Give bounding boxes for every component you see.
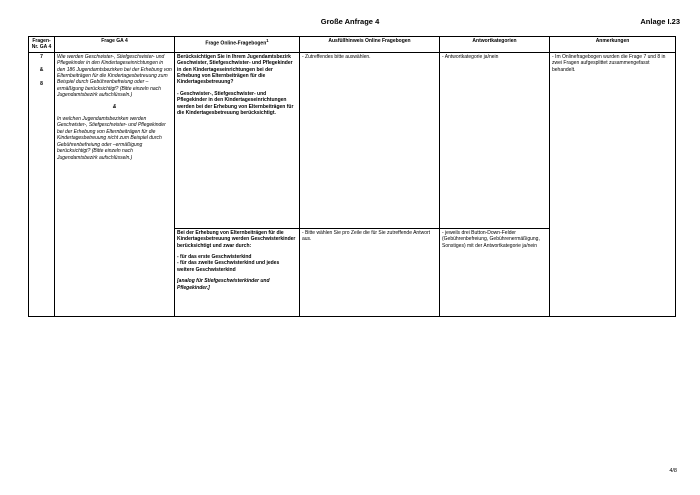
online-question-1: Berücksichtigen Sie in Ihrem Jugendamtsbezirk Geschwister, Stiefgeschwister- und Pflegekinder in den Kindertageseinrichtungen bei der Erhebung von Elternbeiträgen für die Kindertagesbetreuung?	[177, 53, 293, 86]
online-question-1-option: - Geschwister-, Stiefgeschwister- und Pflegekinder in den Kindertageseinrichtungen werden bei der Erhebung von Elternbeiträgen für die Kindertagesbetreuung berücksichtigt.	[177, 90, 294, 117]
question-number-8: 8	[40, 80, 43, 87]
fill-hint-1: - Zutreffendes bitte auswählen.	[300, 53, 439, 229]
page-number: 4/8	[669, 468, 677, 474]
header-online-question	[175, 37, 300, 53]
fill-hint-cell	[300, 52, 440, 316]
header-answer-categories: Antwortkategorien	[440, 37, 550, 53]
online-question-cell	[175, 52, 300, 316]
table-row	[29, 52, 676, 316]
ga4-question-separator: &	[112, 103, 117, 110]
table-header-row	[29, 37, 676, 53]
online-question-2-further-sibling: - für das zweite Geschwisterkind und jedes weitere Geschwisterkind	[177, 260, 280, 273]
question-number-7: 7	[40, 53, 43, 60]
header-question-ga4: Frage GA 4	[55, 37, 175, 53]
online-question-2-first-sibling: - für das erste Geschwisterkind	[177, 254, 252, 261]
header-remarks: Anmerkungen	[550, 37, 676, 53]
appendix-label: Anlage I.23	[640, 17, 680, 26]
ga4-question-7: Wie werden Geschwister-, Stiefgeschwister- und Pflegekinder in den Kindertageseinrichtungen in den 186 Jugendamtsbezirken bei der Erhebung von Elternbeiträgen für die Kindertagesbetreuung zum Beispiel durch Gebührenbefreiung oder –ermäßigung berücksichtigt? (Bitte einzeln nach Jugendamtsbezirk aufschlüsseln.)	[57, 53, 172, 99]
question-table	[28, 36, 676, 317]
document-title: Große Anfrage 4	[320, 17, 380, 26]
remarks-cell	[550, 52, 676, 316]
question-number-cell	[29, 52, 55, 316]
answer-category-1: - Antwortkategorie ja/nein	[440, 53, 549, 229]
online-question-2: Bei der Erhebung von Elternbeiträgen für die Kindertagesbetreuung werden Geschwisterkinder berücksichtigt und zwar durch:	[177, 229, 296, 249]
header-online-question-text: Frage Online-Fragebogen	[205, 40, 267, 47]
footnote-marker: 1	[266, 38, 269, 43]
answer-categories-cell	[440, 52, 550, 316]
ga4-question-cell	[55, 52, 175, 316]
ga4-question-8: In welchen Jugendamtsbezirken werden Geschwister-, Stiefgeschwister- und Pflegekinder bei der Erhebung von Elternbeiträgen für die Kindertagesbetreuung nicht zum Beispiel durch Gebührenbefreiung oder –ermäßigung berücksichtigt? (Bitte einzeln nach Jugendamtsbezirk aufschlüsseln.)	[57, 116, 166, 161]
answer-category-2: - jeweils drei Button-Down-Felder (Gebührenbefreiung, Gebührenermäßigung, Sonstiges) mit der Antwortkategorie ja/nein	[442, 229, 540, 249]
header-question-number: Fragen-Nr. GA 4	[29, 37, 55, 53]
question-number-and: &	[39, 67, 44, 74]
header-fill-hint: Ausfüllhinweis Online Fragebogen	[300, 37, 440, 53]
online-question-2-analog-note: [analog für Stiefgeschwisterkinder und Pflegekinder.]	[177, 278, 270, 291]
remark-text: - Im Onlinefragebogen wurden die Frage 7 und 8 in zwei Fragen aufgesplittet zusammengefasst behandelt.	[552, 53, 666, 73]
fill-hint-2: - Bitte wählen Sie pro Zeile die für Sie zutreffende Antwort aus.	[302, 229, 431, 243]
